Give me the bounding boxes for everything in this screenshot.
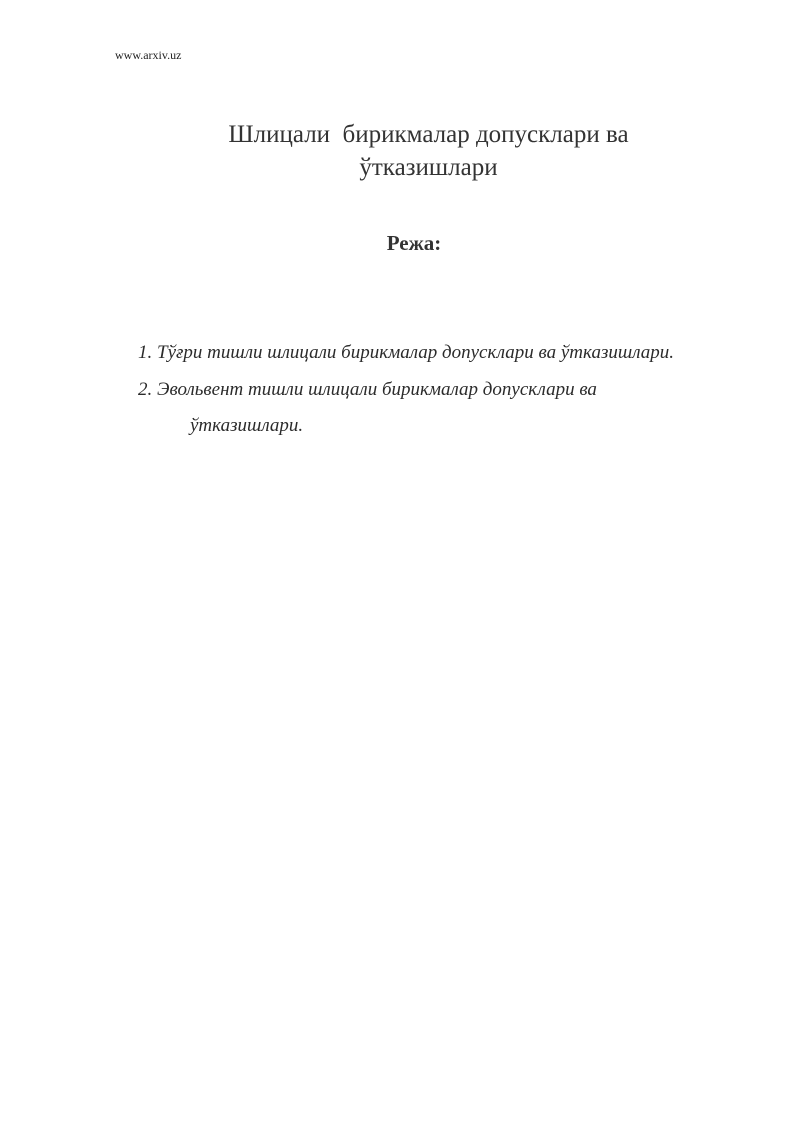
document-title: Шлицали бирикмалар допусклари ва ўтказишлари <box>228 121 635 181</box>
plan-heading: Режа: <box>386 231 442 255</box>
plan-item <box>138 372 698 445</box>
plan-item-text: Тўғри тишли шлицали бирикмалар допусклари ва ўтказишлари. <box>157 342 674 363</box>
plan-item-number: 1. <box>138 342 153 363</box>
plan-item <box>138 335 698 372</box>
plan-list <box>138 335 698 445</box>
plan-item-text: Эвольвент тишли шлицали бирикмалар допусклари ва ўтказишлари. <box>157 378 597 436</box>
site-header-link: www.arxiv.uz <box>115 48 182 62</box>
plan-item-number: 2. <box>138 378 153 400</box>
